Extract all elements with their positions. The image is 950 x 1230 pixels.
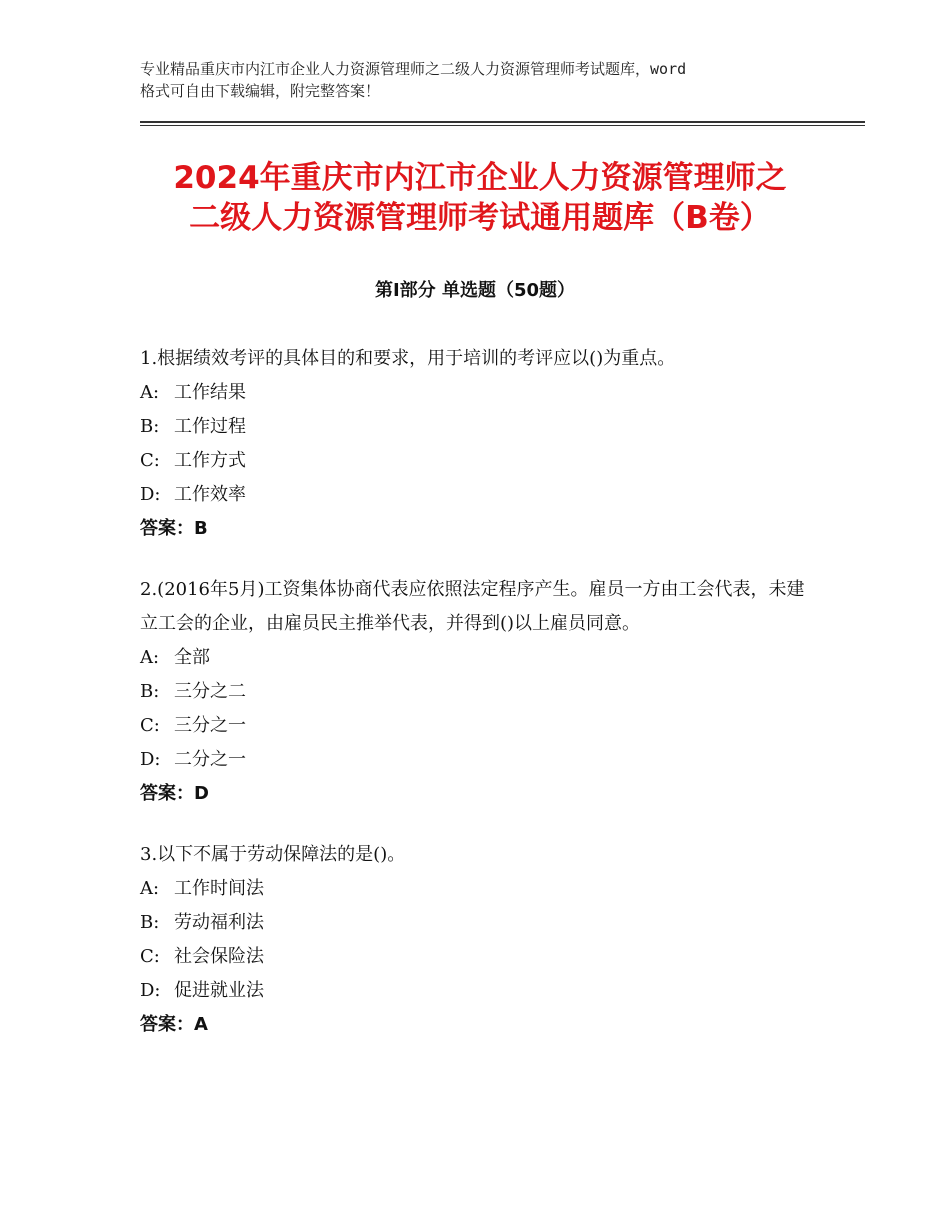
option-letter: A: <box>140 647 160 668</box>
option-text: 社会保险法 <box>174 946 264 967</box>
option-text: 工作结果 <box>174 382 246 403</box>
option-text: 三分之一 <box>174 715 246 736</box>
question-option-b <box>140 906 820 940</box>
question-answer: 答案：D <box>140 783 209 804</box>
document-title <box>100 158 860 238</box>
option-letter: B: <box>140 681 160 702</box>
option-text: 全部 <box>174 647 210 668</box>
question-stem: 3.以下不属于劳动保障法的是()。 <box>140 844 406 865</box>
option-text: 促进就业法 <box>174 980 264 1001</box>
option-letter: B: <box>140 912 160 933</box>
document-title-line-2: 二级人力资源管理师考试通用题库（B卷） <box>189 200 771 236</box>
question-option-b <box>140 410 820 444</box>
option-letter: B: <box>140 416 160 437</box>
question-stem: 1.根据绩效考评的具体目的和要求，用于培训的考评应以()为重点。 <box>140 348 676 369</box>
question-option-c <box>140 444 820 478</box>
question-option-b <box>140 675 820 709</box>
header-divider-thin <box>140 125 865 126</box>
question-option-d <box>140 478 820 512</box>
question-option-c <box>140 709 820 743</box>
option-text: 三分之二 <box>174 681 246 702</box>
header-divider-thick <box>140 121 865 123</box>
header-note-line-1: 专业精品重庆市内江市企业人力资源管理师之二级人力资源管理师考试题库，word <box>140 60 687 78</box>
option-text: 工作效率 <box>174 484 246 505</box>
question-option-c <box>140 940 820 974</box>
option-letter: D: <box>140 749 161 770</box>
document-title-line-1: 2024年重庆市内江市企业人力资源管理师之 <box>173 160 787 196</box>
header-note-line-2: 格式可自由下载编辑，附完整答案！ <box>140 82 381 100</box>
option-text: 二分之一 <box>174 749 246 770</box>
question-list <box>140 342 820 1069</box>
option-letter: C: <box>140 715 160 736</box>
question-answer: 答案：B <box>140 518 208 539</box>
question-3 <box>140 838 820 1042</box>
header-note <box>140 58 840 102</box>
option-letter: C: <box>140 450 160 471</box>
question-option-a <box>140 376 820 410</box>
option-letter: D: <box>140 484 161 505</box>
option-letter: A: <box>140 382 160 403</box>
question-option-a <box>140 872 820 906</box>
option-text: 劳动福利法 <box>174 912 264 933</box>
option-letter: D: <box>140 980 161 1001</box>
option-text: 工作过程 <box>174 416 246 437</box>
option-text: 工作时间法 <box>174 878 264 899</box>
option-letter: A: <box>140 878 160 899</box>
option-text: 工作方式 <box>174 450 246 471</box>
question-option-a <box>140 641 820 675</box>
question-stem: 2.(2016年5月)工资集体协商代表应依照法定程序产生。雇员一方由工会代表，未建立工会的企业，由雇员民主推举代表，并得到()以上雇员同意。 <box>140 579 805 634</box>
option-letter: C: <box>140 946 160 967</box>
section-heading: 第Ⅰ部分 单选题（50题） <box>374 280 575 301</box>
question-1 <box>140 342 820 546</box>
question-option-d <box>140 974 820 1008</box>
question-option-d <box>140 743 820 777</box>
question-answer: 答案：A <box>140 1014 208 1035</box>
question-2 <box>140 573 820 811</box>
